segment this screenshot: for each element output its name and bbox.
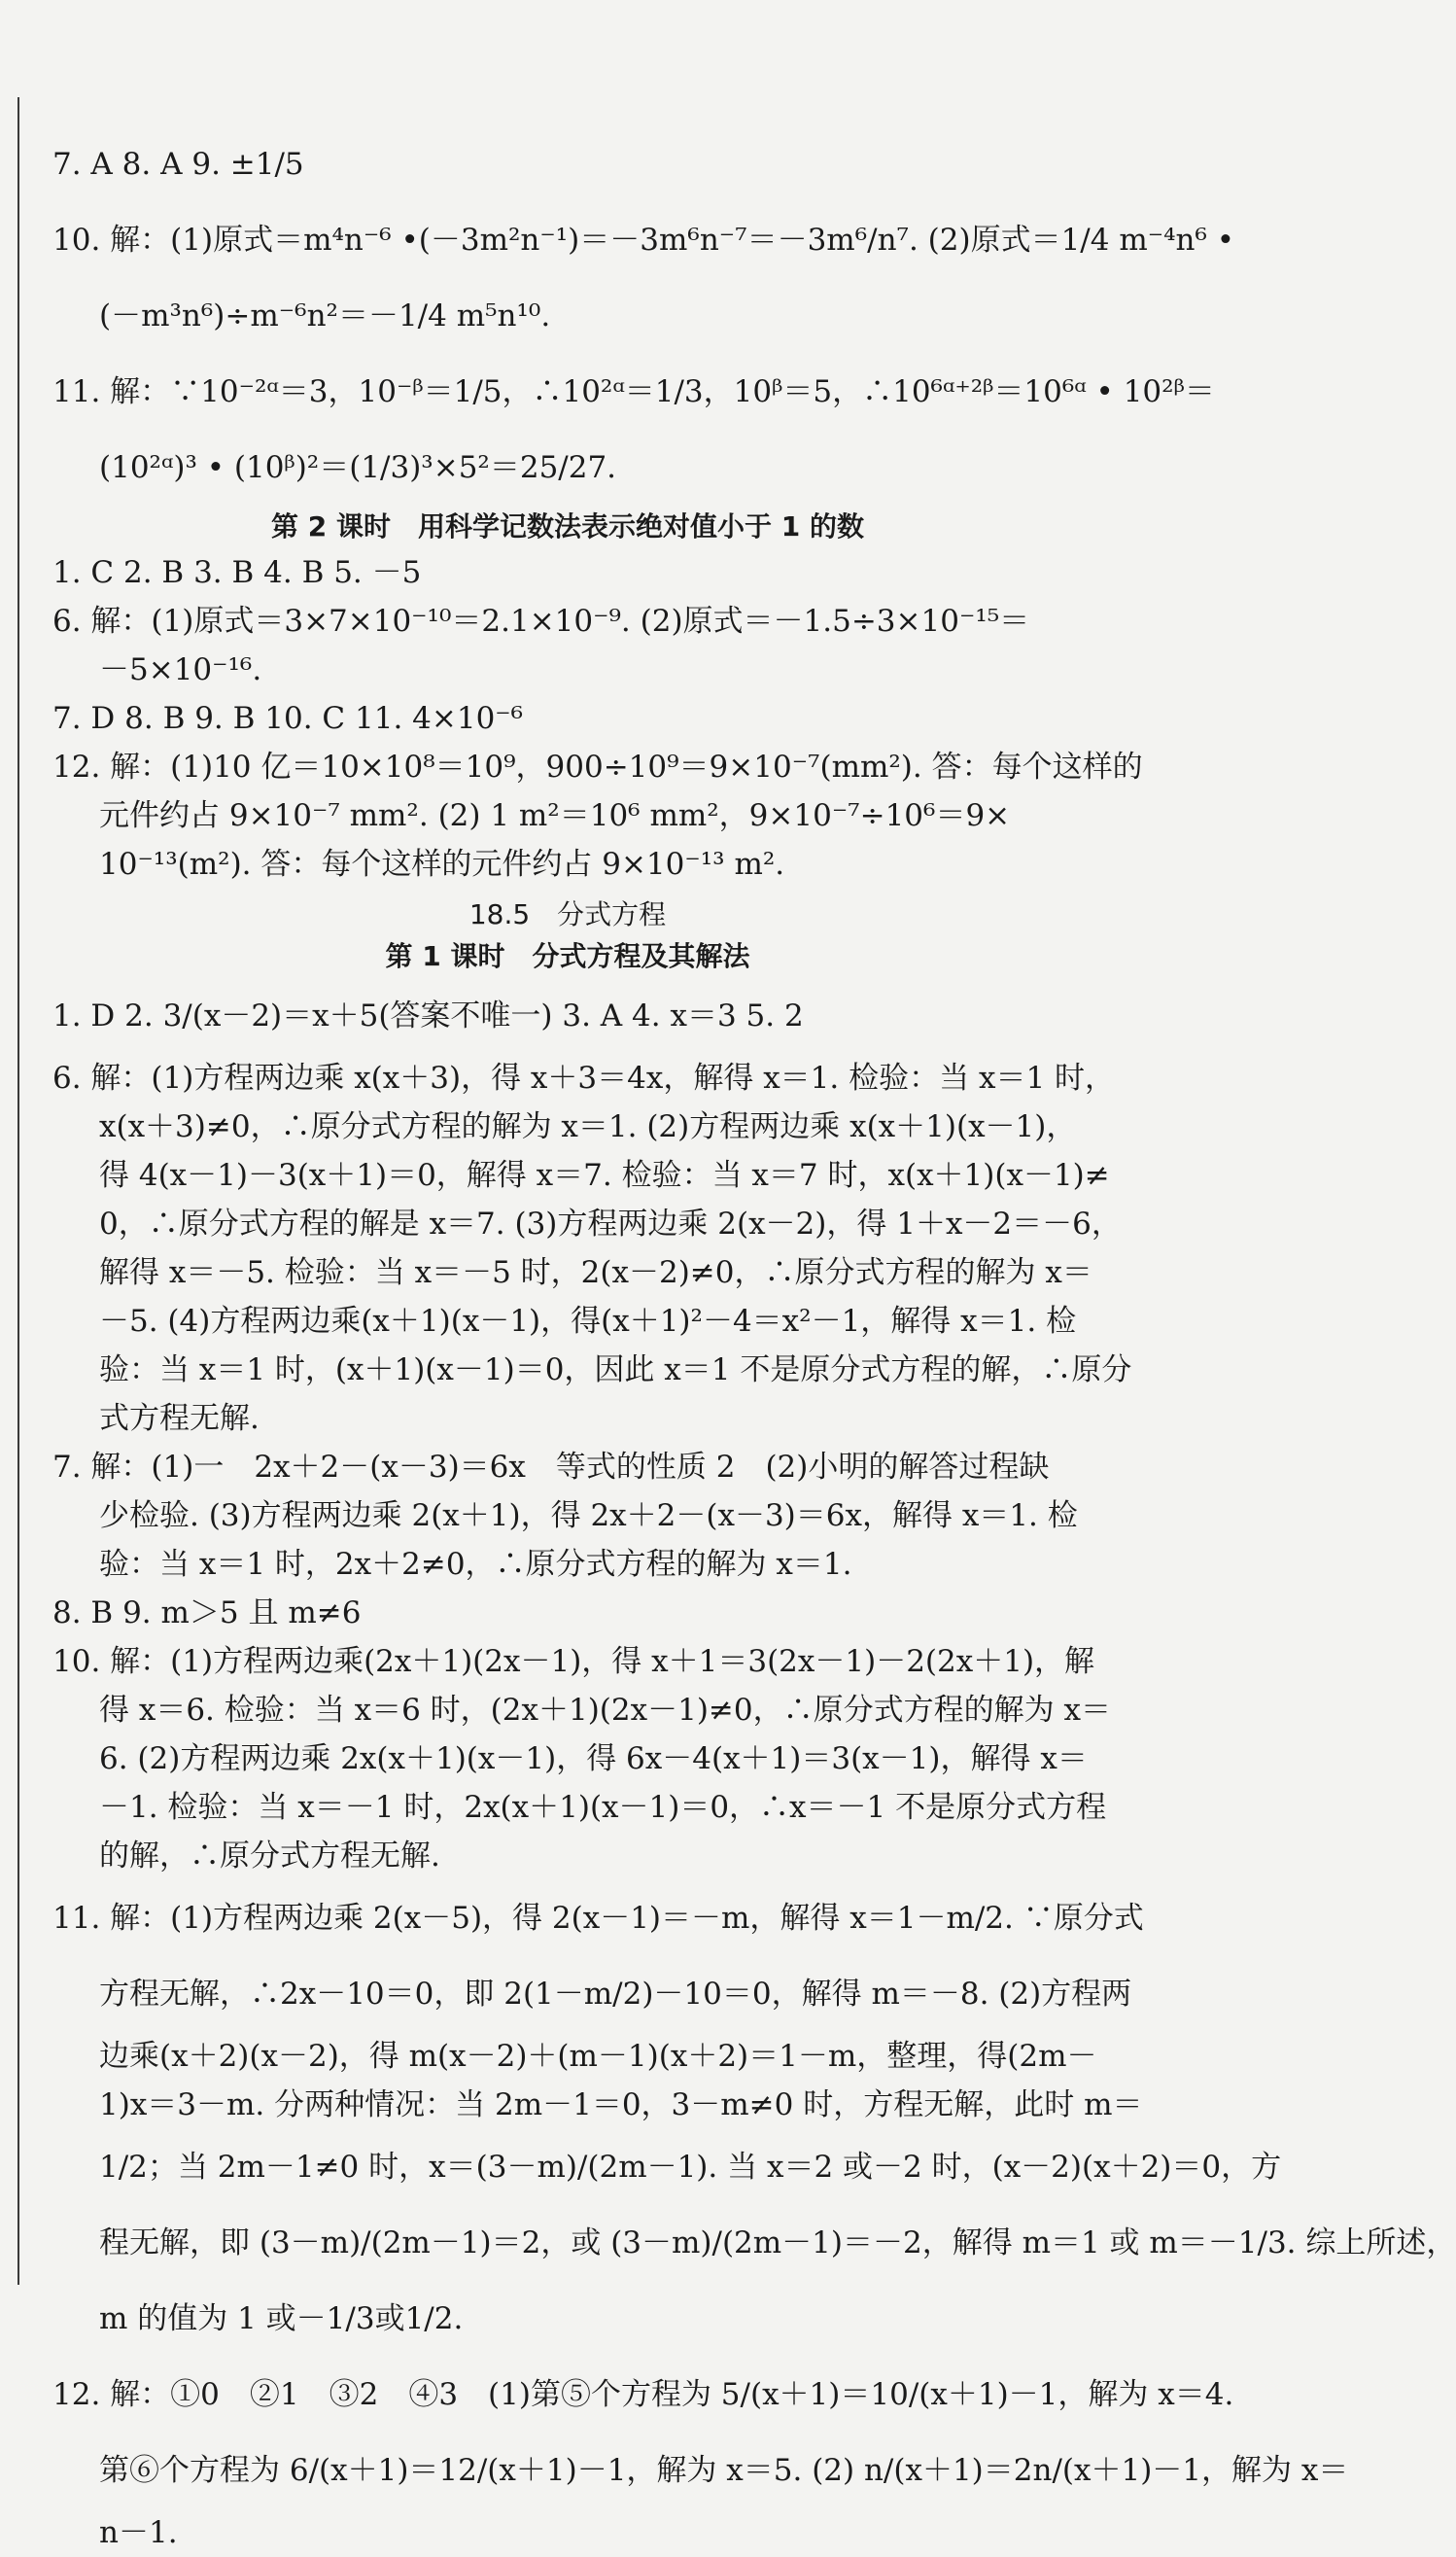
answer-line: 验：当 x＝1 时，2x＋2≠0，∴原分式方程的解为 x＝1. — [99, 1547, 852, 1582]
answer-line: 1. D 2. 3/(x－2)＝x＋5(答案不唯一) 3. A 4. x＝3 5. 2 — [52, 998, 804, 1033]
answer-line: 7. D 8. B 9. B 10. C 11. 4×10⁻⁶ — [52, 701, 524, 736]
answer-line: 12. 解：(1)10 亿＝10×10⁸＝10⁹，900÷10⁹＝9×10⁻⁷(mm²). 答：每个这样的 — [52, 750, 1143, 785]
answer-line: 得 x＝6. 检验：当 x＝6 时，(2x＋1)(2x－1)≠0，∴原分式方程的解为 x＝ — [99, 1693, 1111, 1728]
answer-line: m 的值为 1 或－1/3或1/2. — [99, 2301, 464, 2336]
answer-line: 解得 x＝－5. 检验：当 x＝－5 时，2(x－2)≠0，∴原分式方程的解为 x＝ — [99, 1255, 1092, 1290]
answer-line: －5×10⁻¹⁶. — [99, 652, 262, 687]
answer-line: 方程无解，∴2x－10＝0，即 2(1－m/2)－10＝0，解得 m＝－8. (2)方程两 — [99, 1977, 1132, 2012]
answer-line: 11. 解：(1)方程两边乘 2(x－5)，得 2(x－1)＝－m，解得 x＝1－m/2. ∵原分式 — [52, 1901, 1144, 1936]
answer-line: (－m³n⁶)÷m⁻⁶n²＝－1/4 m⁵n¹⁰. — [99, 298, 551, 333]
answer-line: 的解，∴原分式方程无解. — [99, 1839, 440, 1874]
section-title: 第 1 课时 分式方程及其解法 — [385, 940, 750, 972]
answer-line: 7. A 8. A 9. ±1/5 — [52, 147, 304, 182]
answer-line: 10⁻¹³(m²). 答：每个这样的元件约占 9×10⁻¹³ m². — [99, 847, 785, 882]
answer-line: x(x＋3)≠0，∴原分式方程的解为 x＝1. (2)方程两边乘 x(x＋1)(x－1)， — [99, 1109, 1077, 1144]
answer-line: 元件约占 9×10⁻⁷ mm². (2) 1 m²＝10⁶ mm²，9×10⁻⁷÷10⁶＝9× — [99, 798, 1011, 833]
answer-line: 6. 解：(1)原式＝3×7×10⁻¹⁰＝2.1×10⁻⁹. (2)原式＝－1.5÷3×10⁻¹⁵＝ — [52, 604, 1030, 639]
section-title: 第 2 课时 用科学记数法表示绝对值小于 1 的数 — [271, 510, 864, 543]
answer-line: 10. 解：(1)方程两边乘(2x＋1)(2x－1)，得 x＋1＝3(2x－1)－2(2x＋1)，解 — [52, 1644, 1095, 1679]
answer-line: 边乘(x＋2)(x－2)，得 m(x－2)＋(m－1)(x＋2)＝1－m，整理，得(2m－ — [99, 2039, 1097, 2074]
answer-line: 第⑥个方程为 6/(x＋1)＝12/(x＋1)－1，解为 x＝5. (2) n/(x＋1)＝2n/(x＋1)－1，解为 x＝ — [99, 2453, 1349, 2488]
answer-line: 6. (2)方程两边乘 2x(x＋1)(x－1)，得 6x－4(x＋1)＝3(x－1)，解得 x＝ — [99, 1741, 1088, 1776]
left-margin-rule — [17, 97, 19, 2285]
answer-content — [52, 126, 1456, 2557]
answer-line: 1)x＝3－m. 分两种情况：当 2m－1＝0，3－m≠0 时，方程无解，此时 m＝ — [99, 2087, 1143, 2122]
answer-line: (10²ᵅ)³ • (10ᵝ)²＝(1/3)³×5²＝25/27. — [99, 450, 617, 485]
answer-line: 11. 解：∵10⁻²ᵅ＝3，10⁻ᵝ＝1/5，∴10²ᵅ＝1/3，10ᵝ＝5，∴10⁶ᵅ⁺²ᵝ＝10⁶ᵅ • 10²ᵝ＝ — [52, 374, 1215, 409]
answer-line: 8. B 9. m＞5 且 m≠6 — [52, 1595, 362, 1630]
section-heading: 18.5 分式方程 — [468, 898, 667, 930]
answer-line: 12. 解：①0 ②1 ③2 ④3 (1)第⑤个方程为 5/(x＋1)＝10/(x＋1)－1，解为 x＝4. — [52, 2377, 1234, 2412]
answer-line: －1. 检验：当 x＝－1 时，2x(x＋1)(x－1)＝0，∴x＝－1 不是原分式方程 — [99, 1790, 1107, 1825]
answer-line: 程无解，即 (3－m)/(2m－1)＝2，或 (3－m)/(2m－1)＝－2，解得 m＝1 或 m＝－1/3. 综上所述， — [99, 2225, 1456, 2260]
answer-line: 10. 解：(1)原式＝m⁴n⁻⁶ •(－3m²n⁻¹)＝－3m⁶n⁻⁷＝－3m⁶/n⁷. (2)原式＝1/4 m⁻⁴n⁶ • — [52, 223, 1235, 258]
answer-line: 0，∴原分式方程的解是 x＝7. (3)方程两边乘 2(x－2)，得 1＋x－2＝－6， — [99, 1207, 1122, 1242]
answer-line: 验：当 x＝1 时，(x＋1)(x－1)＝0，因此 x＝1 不是原分式方程的解，∴原分 — [99, 1352, 1132, 1387]
answer-line: 式方程无解. — [99, 1401, 260, 1436]
answer-line: 7. 解：(1)一 2x＋2－(x－3)＝6x 等式的性质 2 (2)小明的解答过程缺 — [52, 1450, 1050, 1485]
answer-line: 得 4(x－1)－3(x＋1)＝0，解得 x＝7. 检验：当 x＝7 时，x(x＋1)(x－1)≠ — [99, 1158, 1110, 1193]
answer-line: 1/2；当 2m－1≠0 时，x＝(3－m)/(2m－1). 当 x＝2 或－2 时，(x－2)(x＋2)＝0，方 — [99, 2150, 1282, 2185]
answer-line: －5. (4)方程两边乘(x＋1)(x－1)，得(x＋1)²－4＝x²－1，解得 x＝1. 检 — [99, 1304, 1077, 1339]
answer-line: n－1. — [99, 2515, 178, 2550]
answer-line: 6. 解：(1)方程两边乘 x(x＋3)，得 x＋3＝4x，解得 x＝1. 检验：当 x＝1 时， — [52, 1061, 1116, 1096]
answer-line: 少检验. (3)方程两边乘 2(x＋1)，得 2x＋2－(x－3)＝6x，解得 x＝1. 检 — [99, 1498, 1078, 1533]
answer-line: 1. C 2. B 3. B 4. B 5. －5 — [52, 555, 422, 590]
